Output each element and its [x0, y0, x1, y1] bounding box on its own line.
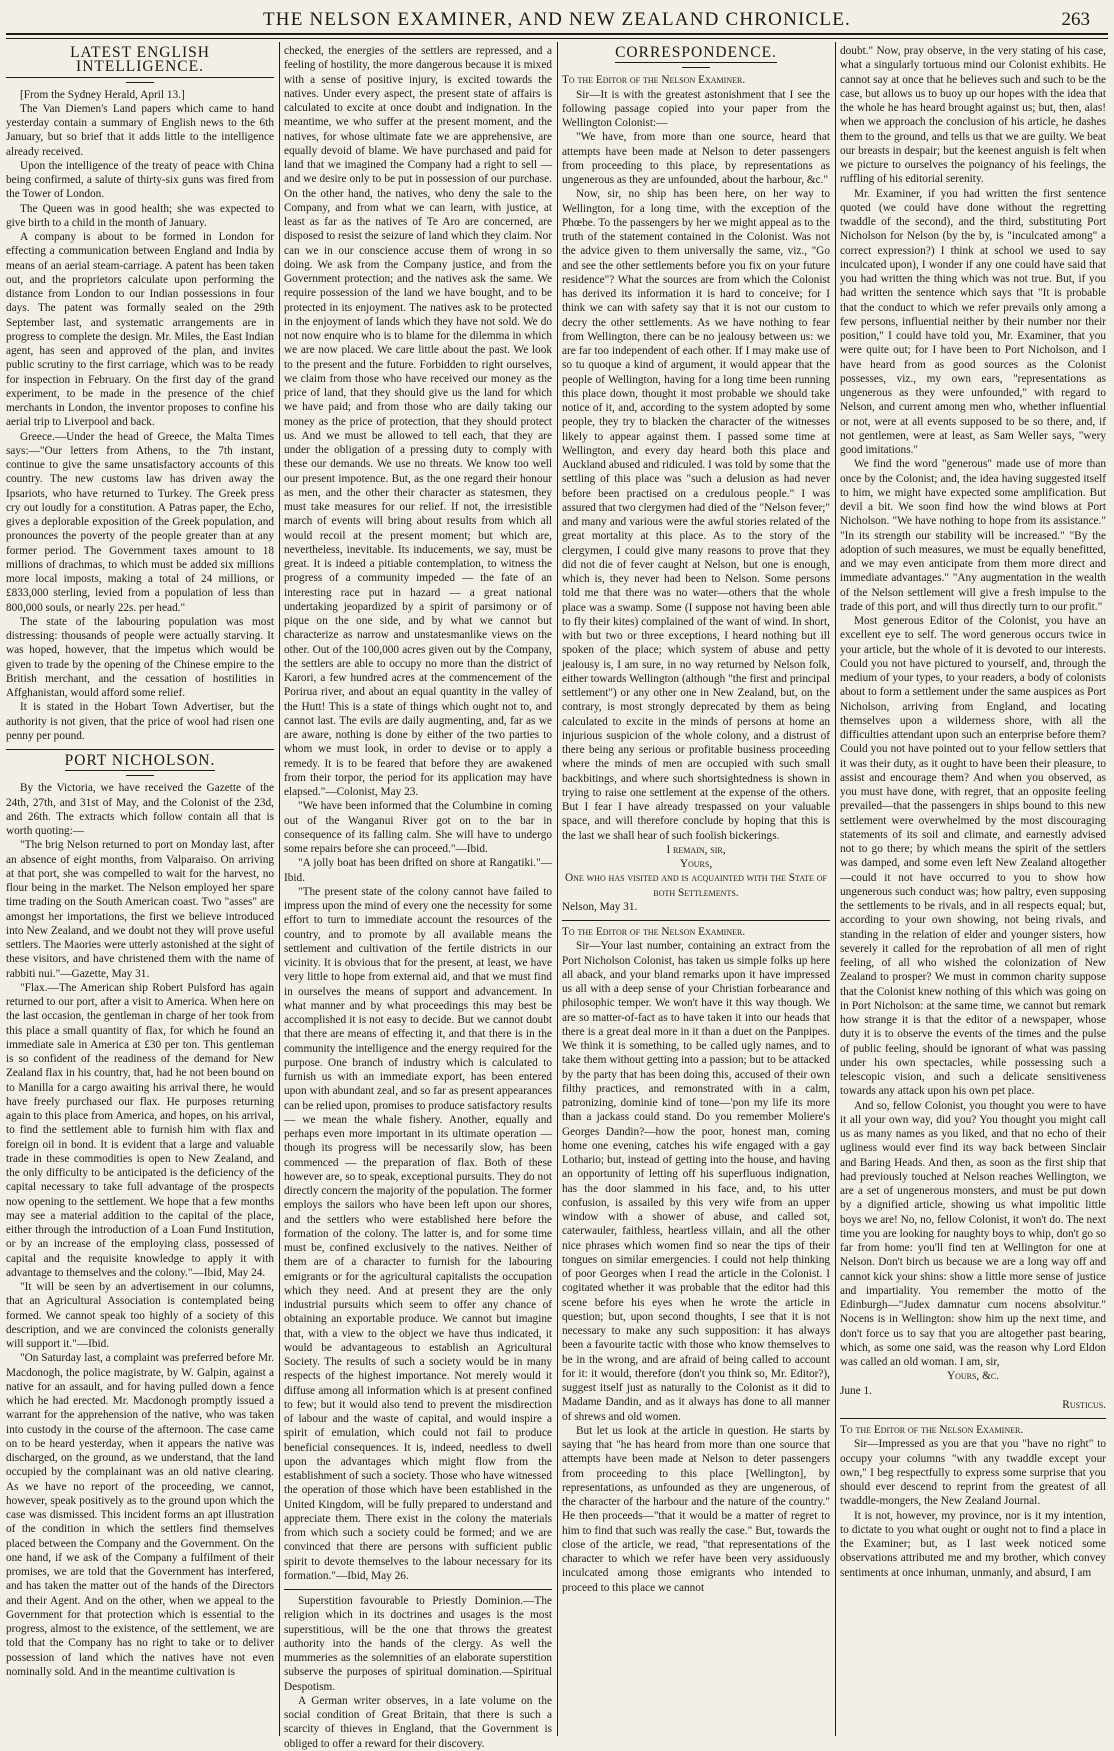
article-paragraph: Greece.—Under the head of Greece, the Malta Times says:—"Our letters from Athens, to the 7th instant, continue to give the same unsatisfactory accounts of this country. The new customs law has driven away the Ipsariots, who have returned to Turkey. The Greek press cry out loudly for a constitution. A Patras paper, the Echo, gives a deplorable exposition of the Greek population, and pronounces the poverty of the people greater than at any former period. The Government taxes amount to 18 millions of drachmas, to which must be added six millions more local imposts, making a total of 24 millions, or £833,000 sterling, levied from a population of less than 800,000 souls, or nearly 22s. per head."	[6, 430, 274, 614]
masthead-rule	[6, 33, 1108, 39]
page-number: 263	[1061, 9, 1090, 30]
article-paragraph: Now, sir, no ship has been here, on her way to Wellington, for a long time, with the exception of the Phœbe. To the passengers by her we might appeal as to the truth of the statement contained in the Colonist. Was not the advice given to them universally the same, viz., "Go and see the other settlements before you fix on your future residence"? What the sources are from which the Colonist has derived its information it is hard to conceive; for I think we can with safety say that it is not our custom to decry the other settlements. As we have nothing to fear from Wellington, there can be no jealousy between us: we are far too independent of each other. If I may make use of so tu quoque a kind of argument, it would appear that the people of Wellington, having for a long time been running this place down, thought it most probable we should take notice of it, and, according to the system adopted by some people, they try to blacken the character of the witnesses likely to appear against them. I passed some time at Wellington, and every day heard both this place and Auckland abused and ridiculed. I was told by some that the settling of this place was "such a delusion as had never before been practised on a credulous people." I was assured that two clergymen had died of the "Nelson fever;" and many and various were the awful stories related of the great mortality at this place. As to the story of the clergymen, I could give many reasons to prove that they did not die of fever caught at Nelson, but one is enough, which is, they never had been to Nelson. Some persons told me that there was no water—others that the whole place was a swamp. Some (I suppose not having been able to fly their kites) complained of the want of wind. In short, with but two or three exceptions, I heard nothing but ill spoken of the place; which system of abuse and petty jealousy is, I am sure, in no way returned by Nelson folk, either towards Wellington (although "the first and principal settlement") or any other one in New Zealand, but, on the contrary, is most strongly deprecated by them as being calculated to excite in the minds of persons at home an injurious suspicion of the whole colony, and a distrust of there being any serious or profitable business proceeding where the minds of men are occupied with such small backbitings, and where such shortsightedness is shown in trying to raise one settlement at the expense of the others. But I fear I have already trespassed on your valuable space, and will therefore conclude by hoping that this is the last we shall hear of such foolish bickerings.	[562, 188, 830, 842]
letter-closing: Yours,	[679, 858, 713, 870]
letter-date: Nelson, May 31.	[562, 900, 638, 913]
section-heading: CORRESPONDENCE.	[562, 46, 830, 63]
column-divider	[835, 42, 836, 1736]
article-paragraph: A German writer observes, in a late volume on the social condition of Great Britain, that there is such a scarcity of thieves in England, that the Government is obliged to offer a reward for their discovery.	[284, 1694, 552, 1750]
article-paragraph: "It will be seen by an advertisement in our columns, that an Agricultural Association is contemplated being formed. We cannot speak too highly of a society of this description, and we are convinced the colonists generally will support it."—Ibid.	[6, 1281, 274, 1350]
section-heading: PORT NICHOLSON.	[6, 754, 274, 771]
column-divider	[279, 42, 280, 1736]
newspaper-title: THE NELSON EXAMINER, AND NEW ZEALAND CHRONICLE.	[262, 9, 851, 30]
article-paragraph: The Van Diemen's Land papers which came to hand yesterday contain a summary of English news to the 6th January, but so brief that it adds little to the intelligence already received.	[6, 102, 274, 158]
column-3	[562, 44, 830, 1734]
article-paragraph: A company is about to be formed in London for effecting a communication between England and India by means of an aerial steam-carriage. A patent has been taken out, and the proprietors calculate upon performing the distance from London to our Indian possessions in four days. The patent was formally sealed on the 29th September last, and systematic arrangements are in progress to complete the design. Mr. Miles, the East Indian agent, has seen and approved of the plan, and invites public scrutiny to the first carriage, which was to be ready for inspection in February. On the first day of the grand experiment, to be made in the presence of the chief merchants in London, the inventor proposes to confine his aerial trip to Liverpool and back.	[6, 231, 274, 429]
article-paragraph: Mr. Examiner, if you had written the first sentence quoted (we could have done without the regretting twaddle of the second), and the third, substituting Port Nicholson for Nelson (by the by, is "inculcated among" a correct expression?) I think at school we used to say inculcated upon), I wonder if any one could have said that you had written the thing which was not true. But, if you had written the sentence which says that "It is probable that the conduct to which we refer prevails only among a few persons, influential neither by their number nor their position," I could have told you, Mr. Examiner, that you were quite out; for I have been to Port Nicholson, and I have heard from as good sources as the Colonist possesses, viz., my own ears, "representations as ungenerous as they were unfounded," with regard to Nelson, and current among men who, whether influential or not, were at all events supposed to be so there, and, if not gentlemen, were at least, as Sam Weller says, "wery good imitations."	[840, 187, 1106, 456]
section-separator	[562, 920, 830, 921]
article-paragraph: And so, fellow Colonist, you thought you were to have it all your own way, did you? You thought you might call us as many names as you liked, and that no echo of their ugliness would ever find its way back between Sinclair and Baring Heads. And then, as soon as the first ship that had previously touched at Nelson reaches Wellington, we are a set of ungenerous monsters, and must be put down by a dignified article, showing us what impolitic little boys we are! No, no, fellow Colonist, it won't do. The next time you are looking for naughty boys to whip, don't go so far from home: you'll find ten at Wellington for one at Nelson. Don't birch us because we are a long way off and cannot kick your shins: show a little more sense of justice and impartiality. You remember the motto of the Edinburgh—"Judex damnatur cum nocens absolvitur." Nocens is in Wellington: show him up the next time, and don't force us to say that you are altogether past bearing, which, as some one said, was the reason why Lord Eldon was called an old woman. I am, sir,	[840, 1099, 1106, 1368]
letter-closing: Yours, &c.	[946, 1370, 1000, 1383]
column-1	[6, 44, 274, 1734]
article-paragraph: The Queen was in good health; she was expected to give birth to a child in the month of January.	[6, 202, 274, 229]
heading-rule	[126, 775, 154, 776]
article-paragraph: Most generous Editor of the Colonist, you have an excellent eye to self. The word generous occurs twice in your article, but the whole of it is devoted to our interests. Could you not have pictured to yourself, and, through the medium of your types, to your readers, a body of colonists about to form a settlement under the same auspices as Port Nicholson, arriving from England, and locating themselves upon a wilderness shore, with all the difficulties attendant upon such an enterprise before them? Could you not have pointed out to your fellow settlers that it was their duty, as it ought to have been their pleasure, to assist and encourage them? And when you observed, as you must have done, with regret, that an opposite feeling prevailed—that the passengers in ships bound to this new settlement were overwhelmed by the most discouraging statements of its soil and climate, and earnestly advised not to go there; by which means the spirit of the settlers was damped, and some even left New Zealand altogether—could it not have occurred to you to show how ungenerous such conduct was; how paltry, even supposing the settlements to be rivals, and in all respects equal; but, according to your own showing, not being rivals, and standing in the relation of elder and younger sisters, how severely it called for the reprobation of all men of right feeling, of all who wished the colonization of New Zealand to prosper? We must in common charity suppose that the Colonist knew nothing of this which was going on in Port Nicholson: at the same time, we cannot but remark how strange it is that the editor of a newspaper, whose duty it is to observe the events of the times and the pulse of public feeling, should be ignorant of what was passing under his own spectacles, while possessing such a telescopic vision, and such a delicate sensitiveness towards any attack upon his own pet place.	[840, 615, 1106, 1098]
section-separator	[6, 749, 274, 750]
article-paragraph: "We have, from more than one source, heard that attempts have been made at Nelson to deter passengers from proceeding to this place, by representations as ungenerous as they are unfounded, about the harbour, &c."	[562, 131, 830, 186]
article-paragraph: checked, the energies of the settlers are repressed, and a feeling of hostility, the more dangerous because it is mixed with a sense of positive injury, is excited towards the natives. Under every aspect, the present state of affairs is calculated to excite at once doubt and indignation. In the meantime, we who suffer at the present moment, and the natives, for whose ultimate fate we are apprehensive, are equally devoid of blame. We have purchased and paid for land that we imagined the Company had a right to sell — and we desire only to be put in possession of our purchase. On the other hand, the natives, who deny the sale to the Company, and from what we can learn, with justice, at least as far as the natives of Te Aro are concerned, are disposed to resist the seizure of land which they claim. Nor can we in our conscience accuse them of wrong in so doing. We ask from the Company justice, and from the Government protection; and the natives ask the same. We require possession of the land we have bought, and to be protected in its enjoyment. The natives ask to be protected in the enjoyment of lands which they have not sold. We do not now enquire who is to blame for the dilemma in which we are now placed. We care little about the past. We look to the present and the future. Forbidden to right ourselves, we claim from those who have received our money as the price of land, that they should give us the land for which we have paid; and from those who are daily taking our money as the price of protection, that they should protect us. And we must be allowed to tell each, that they are under the obligation of a pressing duty to comply with these our demands. We use no threats. We know too well our present impotence. But, as the one regard their honour as men, and the other their character as statesmen, they must take measures for our relief. If not, the irresistible march of events will bring about results from which all would recoil at the present moment; but which are, nevertheless, inevitable. Its inducements, we say, must be great. It is indeed a pitiable contemplation, to witness the progress of a community impeded — the fate of an interesting race put in hazard — a great national undertaking jeopardized by a spirit of parsimony or of pique on the one side, and by what we cannot but characterize as narrow and unstatesmanlike views on the other. Out of the 100,000 acres given out by the Company, the settlers are able to occupy no more than the district of Karori, a few hundred acres at the commencement of the Porirua river, and about an equal quantity in the valley of the Hutt! This is a state of things which ought not to, and cannot last. The evils are daily augmenting, and, far as we are aware, nothing is done by either of the two parties to whom we must look, in order to devise or to apply a remedy. It is to be feared that before they are awakened from their torpor, the period for its application may have elapsed."—Colonist, May 23.	[284, 45, 552, 798]
letter-signature: Rusticus.	[1062, 1398, 1106, 1411]
heading-rule	[126, 82, 154, 83]
article-paragraph: It is not, however, my province, nor is it my intention, to dictate to you what ought or ought not to find a place in the Examiner; but, as I last week noticed some observations attributed me and my brother, which convey sentiments at once inhuman, unmanly, and absurd, I am	[840, 1509, 1106, 1579]
article-paragraph: Sir—Your last number, containing an extract from the Port Nicholson Colonist, has taken us simple folks up here all aback, and your bland remarks upon it have impressed us all with a deep sense of your Christian forbearance and philosophic temper. We won't have it this way though. We are so matter-of-fact as to have taken it into our heads that there is a great deal more in it than a duet on the Panpipes. We think it is something, to be called ugly names, and to take them without getting into a passion; but to be attacked by the party that has been doing this, accused of their own filthy practices, and remonstrated with in a calm, patronizing, dominie kind of tone—'pon my life its more than a jackass could stand. Do you remember Moliere's Georges Dandin?—how the poor, honest man, coming home one evening, catches his wife engaged with a gay Lothario; but, instead of getting into the house, and having an opportunity of letting off his superfluous indignation, has the door slammed in his face, and, to his utter confusion, is assailed by this very wife from an upper window with a shower of abuse, and called sot, caterwauler, faithless, heartless villain, and all the other nice phrases which women find so near the tips of their tongues on similar emergencies. I could not help thinking of poor Georges when I read the article in the Colonist. I cogitated whether it was probable that the editor had this scene before his eyes when he wrote the article in question; but, upon second thoughts, I see that it is not necessary to make any such supposition: it has always been a favourite tactic with those who know themselves to be in the wrong, and are afraid of being called to account for it: it would, therefore (don't you think so, Mr. Editor?), suggest itself just as naturally to the Colonist as it did to Madame Dandin, and as it always has done to all manner of shrews and old women.	[562, 940, 830, 1423]
article-paragraph: "A jolly boat has been drifted on shore at Rangatiki."—Ibid.	[284, 857, 552, 884]
source-line: [From the Sydney Herald, April 13.]	[20, 88, 185, 101]
article-paragraph: Upon the intelligence of the treaty of peace with China being confirmed, a salute of thirty-six guns was fired from the Tower of London.	[6, 159, 274, 201]
article-paragraph: Sir—Impressed as you are that you "have no right" to occupy your columns "with any twaddle except your own," I beg respectfully to express some surprise that you should ever descend to reprint from the greatest of all twaddle-mongers, the New Zealand Journal.	[840, 1438, 1106, 1508]
article-paragraph: Superstition favourable to Priestly Dominion.—The religion which in its doctrines and usages is the most superstitious, will be the one that throws the greatest authority into the hands of the clergy. As well the mummeries as the solemnities of an elaborate superstition subserve the purposes of spiritual domination.—Spiritual Despotism.	[284, 1595, 552, 1693]
article-paragraph: But let us look at the article in question. He starts by saying that "he has heard from more than one source that attempts have been made at Nelson to deter passengers from proceeding to this place [Wellington], by representations, as unfounded as they are ungenerous, of the character of the harbour and the nature of the country." He then proceeds—"that it would be a matter of regret to him to find that such was really the case." But, towards the close of the article, we read, "that representations of the character to which we refer have been very assiduously inculcated among those emigrants who intended to proceed to this place we cannot	[562, 1424, 830, 1594]
column-4	[840, 44, 1106, 1734]
column-divider	[557, 42, 558, 1736]
article-paragraph: "On Saturday last, a complaint was preferred before Mr. Macdonogh, the police magistrate, by W. Galpin, against a native for an assault, and for having pulled down a fence which he had erected. Mr. Macdonogh promptly issued a warrant for the apprehension of the native, who was taken into custody in the course of the afternoon. The case came on to be heard yesterday, when it appears the native was discharged, on the ground, as we understand, that the land occupied by the complainant was an old native clearing. As we have no report of the proceeding, we cannot, however, speak positively as to the ground upon which the case was dismissed. This incident forms an apt illustration of the condition in which the settlers find themselves placed between the Company and the Government. On the one hand, if we ask of the Company a fulfilment of their promises, we are told that the Government has interfered, and has taken the matter out of the hands of the Directors and their Agent. And on the other, when we appeal to the Government for that protection which is essential to the progress, almost to the existence, of the settlement, we are told that the Company has no right to take or to deliver possession of land which the natives have not even nominally sold. And in the meantime cultivation is	[6, 1352, 274, 1678]
article-paragraph: Sir—It is with the greatest astonishment that I see the following passage copied into your paper from the Wellington Colonist:—	[562, 88, 830, 129]
article-paragraph: "We have been informed that the Columbine in coming out of the Wanganui River got on to the bar in consequence of its falling calm. She will have to undergo some repairs before she can proceed."—Ibid.	[284, 800, 552, 855]
article-paragraph: "The brig Nelson returned to port on Monday last, after an absence of eight months, from Valparaiso. On arriving at that port, she was compelled to wait for the harvest, no flour being in the market. The Nelson employed her spare time trading on the South American coast. Two "asses" are amongst her importations, the first we believe introduced into New Zealand, and we doubt not they will prove useful settlers. The Maories were utterly astonished at the sight of these visitors, and have christened them with the name of rabbiti nui."—Gazette, May 31.	[6, 839, 274, 980]
column-2	[284, 44, 552, 1750]
masthead	[0, 0, 1114, 34]
heading-rule	[682, 67, 710, 68]
section-heading: LATEST ENGLISH INTELLIGENCE.	[6, 46, 274, 78]
article-paragraph: doubt." Now, pray observe, in the very stating of his case, what a singularly tortuous mind our Colonist exhibits. He cannot say at once that he believes such and such to be the case, but allows us to buoy up our hopes with the idea that the whole he has heard brought against us; but, then, alas! when we approach the conclusion of his article, he dashes them to the ground, and tells us that we are guilty. We beat our breasts in despair; but the keenest anguish is felt when we picture to ourselves the poignancy of his feelings, the ruffling of his editorial serenity.	[840, 45, 1106, 186]
letter-date: June 1.	[840, 1384, 873, 1397]
letter-address: To the Editor of the Nelson Examiner.	[562, 926, 746, 938]
article-paragraph: "Flax.—The American ship Robert Pulsford has again returned to our port, after a visit to America. When here on the last occasion, the gentleman in charge of her took from this place a small quantity of flax, for which he found an immediate sale in America at £30 per ton. This gentleman is so confident of the readiness of the demand for New Zealand flax in his country, that, had he not been bound on to Manilla for a cargo awaiting his arrival there, he would have freely purchased our flax. He purposes returning again to this place from America, and hopes, on his arrival, to find the settlement able to furnish him with flax and foreign oil in bond. It is evident that a large and valuable trade in these commodities is open to New Zealand, and the only difficulty to be anticipated is the deficiency of the capital necessary to take full advantage of the prospects now opening to the settlement. We hope that a few months may see a material addition to the capital of the place, either through the introduction of a Loan Fund Institution, or by an increase of the employing class, possessed of capital and the requisite knowledge to apply it with advantage to themselves and the colony."—Ibid, May 24.	[6, 981, 274, 1279]
letter-address: To the Editor of the Nelson Examiner.	[562, 74, 746, 87]
letter-closing: I remain, sir,	[666, 843, 726, 856]
section-separator	[284, 1589, 552, 1590]
article-paragraph: It is stated in the Hobart Town Advertiser, but the authority is not given, that the price of wool had risen one penny per pound.	[6, 701, 274, 742]
section-separator	[840, 1418, 1106, 1419]
article-paragraph: "The present state of the colony cannot have failed to impress upon the mind of every one the necessity for some effort to turn to immediate account the resources of the country, and to promote by all available means the settlement and cultivation of the fertile districts in our vicinity. It is obvious that for the present, at least, we have very little to hope from external aid, and that we must find in ourselves the means of support and advancement. In what manner and by what proceedings this may best be accomplished it is not easy to decide. But we cannot doubt that there are means of effecting it, and that there is in the community the intelligence and the energy required for the purpose. One branch of industry which is calculated to furnish us with an immediate export, has been entered upon with abundant zeal, and so far as present appearances can be relied upon, promises to produce satisfactory results — we mean the whale fishery. Another, equally and perhaps even more important in its ultimate operation — though its progress will be necessarily slow, has been commenced — the preparation of flax. Both of these however are, so to speak, exceptional pursuits. They do not directly concern the majority of the population. The former employs the sailors who have been left upon our shores, and the settlers who were established here before the formation of the colony. The latter is, and for some time must be, confined exclusively to the natives. Neither of them are of a character to furnish for the labouring emigrants or for the agricultural capitalists the occupation which they need. And at present they are the only industrial pursuits which seem to offer any chance of obtaining an exportable produce. We cannot but imagine that, with a view to the object we have thus indicated, it would be advantageous to establish an Agricultural Society. The results of such a society would be in many respects of the highest importance. Not merely would it diffuse among all information which is at present confined to few; but it would also tend to prevent the misdirection of labour and the waste of capital, and would inspire a spirit of emulation, which could not fail to produce beneficial consequences. It is, indeed, needless to dwell upon the advantages which might flow from the establishment of such a society. Those who have witnessed the operation of those which have been established in the United Kingdom, will be fully prepared to understand and appreciate them. There exist in the colony the materials from which such a society could be formed; and we are convinced that there are persons with sufficient public spirit to devote themselves to the labour necessary for its formation."—Ibid, May 26.	[284, 885, 552, 1582]
article-paragraph: By the Victoria, we have received the Gazette of the 24th, 27th, and 31st of May, and the Colonist of the 23d, and 26th. The extracts which follow contain all that is worth quoting:—	[6, 782, 274, 837]
article-paragraph: The state of the labouring population was most distressing: thousands of people were actually starving. It was hoped, however, that the impetus which would be given to trade by the opening of the Chinese empire to the British merchant, and the cessation of hostilities in Affghanistan, would afford some relief.	[6, 615, 274, 699]
letter-signature: One who has visited and is acquainted with the State of both Settlements.	[564, 872, 827, 899]
article-paragraph: We find the word "generous" made use of more than once by the Colonist; and, the idea having suggested itself to him, we might have expected some amplification. But devil a bit. We soon find how the wind blows at Port Nicholson. "We have nothing to hope from its assistance." "In its strength our stability will be increased." "By the adoption of such measures, we must be equally benefitted, and we may even anticipate from them more direct and immediate advantages." "Any augmentation in the wealth of the Nelson settlement will give a fresh impulse to the trade of this port, and will thus directly turn to our profit."	[840, 458, 1106, 613]
letter-address: To the Editor of the Nelson Examiner.	[840, 1424, 1024, 1436]
